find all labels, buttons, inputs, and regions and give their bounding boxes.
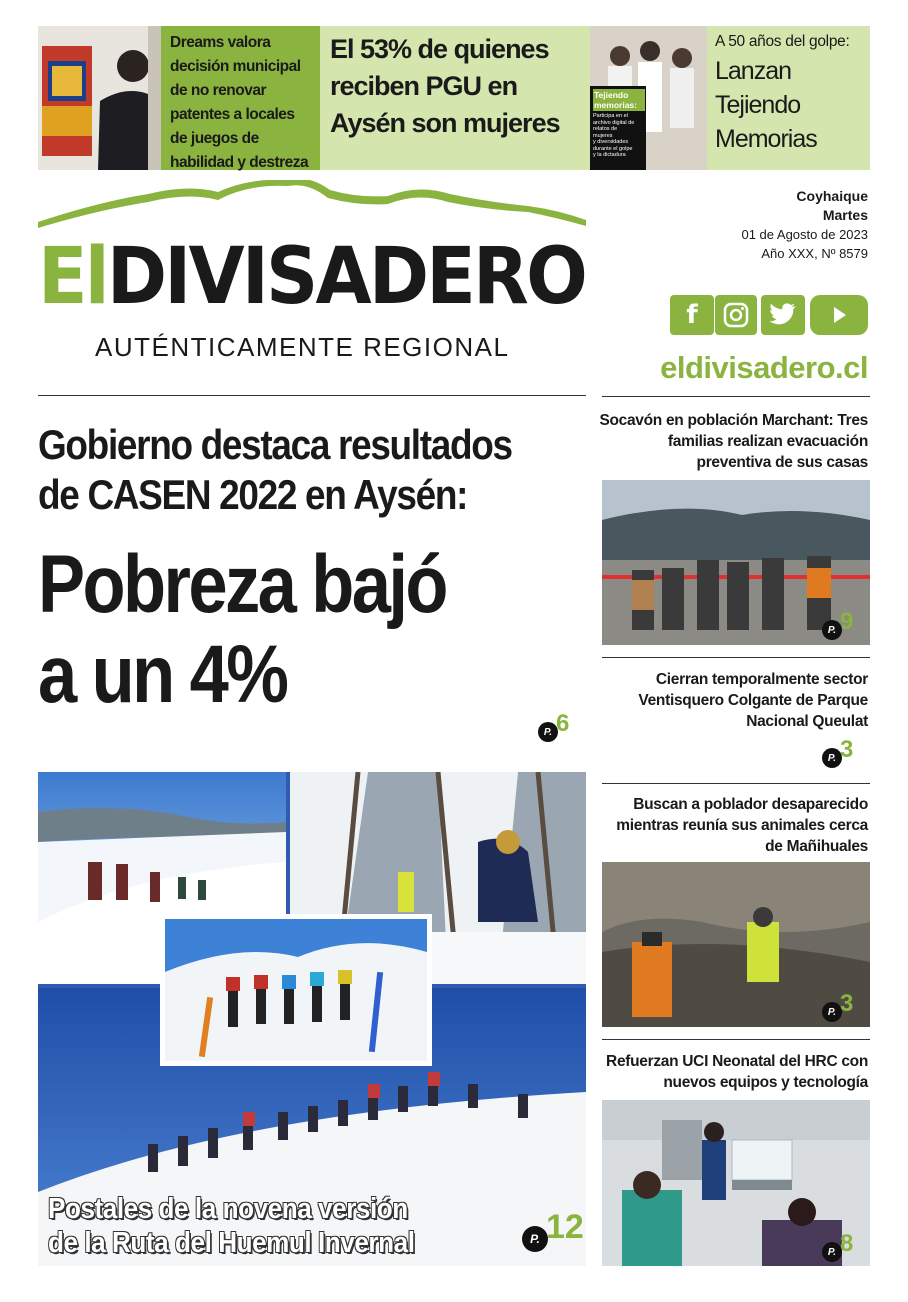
- memorias-image-line-4: mujeres: [593, 132, 613, 139]
- memorias-image-line-3: relatos de: [593, 126, 618, 132]
- sidebar-rule-top: [602, 396, 870, 397]
- side-story-4-page-badge: [822, 1232, 853, 1262]
- edition-city: Coyhaique: [796, 188, 868, 204]
- side-story-3-page: 3: [840, 990, 854, 1017]
- feature-caption[interactable]: [48, 1192, 414, 1260]
- promo-dreams[interactable]: [161, 26, 320, 170]
- promo-memorias-photo[interactable]: [590, 26, 707, 170]
- promo-memorias-title: Lanzan Tejiendo Memorias: [715, 57, 817, 153]
- masthead-logo[interactable]: [38, 232, 585, 322]
- side-story-1-page-badge: [822, 610, 853, 640]
- feature-caption-1: Postales de la novena versión: [48, 1193, 408, 1225]
- masthead-tagline: AUTÉNTICAMENTE REGIONAL: [95, 332, 510, 362]
- feature-page-number: 12: [546, 1208, 584, 1246]
- lead-big-1: Pobreza bajó: [38, 539, 446, 630]
- website-link[interactable]: eldivisadero.cl: [660, 350, 868, 385]
- side-story-2-title[interactable]: Cierran temporalmente sector Ventisquero Colgante de Parque Nacional Queulat: [638, 671, 868, 730]
- page-marker-icon: P.: [822, 1002, 842, 1022]
- memorias-image-line-7: y la dictadura: [593, 152, 626, 158]
- lead-page-badge: [538, 712, 569, 742]
- page-marker-icon: P.: [538, 722, 558, 742]
- promo-memorias-kicker: A 50 años del golpe:: [715, 33, 850, 50]
- promo-arcade-photo[interactable]: [38, 26, 161, 170]
- memorias-image-heading: Tejiendo memorias:: [593, 89, 645, 111]
- twitter-icon[interactable]: [761, 295, 805, 335]
- lead-headline-top[interactable]: [38, 420, 531, 520]
- logo-divisadero: DIVISADERO: [106, 232, 585, 322]
- edition-weekday: Martes: [822, 207, 868, 223]
- side-story-2-page: 3: [840, 736, 854, 763]
- promo-pgu-text: El 53% de quienes reciben PGU en Aysén son mujeres: [330, 34, 560, 138]
- memorias-image-line-1: Participa en el: [593, 113, 628, 119]
- sidebar-rule-1: [602, 657, 870, 658]
- edition-issue: Año XXX, Nº 8579: [761, 246, 868, 261]
- logo-el: El: [38, 232, 107, 322]
- side-story-1-title[interactable]: Socavón en población Marchant: Tres familias realizan evacuación preventiva de sus casas: [599, 412, 868, 471]
- memorias-image-line-5: y diversidades: [593, 139, 629, 145]
- page-marker-icon: P.: [822, 1242, 842, 1262]
- promo-pgu[interactable]: [320, 26, 590, 170]
- side-story-4-title[interactable]: Refuerzan UCI Neonatal del HRC con nuevos equipos y tecnología: [606, 1053, 868, 1091]
- side-story-3-title[interactable]: Buscan a poblador desaparecido mientras reunía sus animales cerca de Mañihuales: [616, 796, 868, 855]
- memorias-image-line-2: archivo digital de: [593, 119, 635, 126]
- lead-page-number: 6: [556, 710, 570, 737]
- feature-caption-2: de la Ruta del Huemul Invernal: [48, 1227, 415, 1259]
- side-story-3-page-badge: [822, 992, 853, 1022]
- page-marker-icon: P.: [822, 620, 842, 640]
- lead-headline-big[interactable]: [38, 540, 446, 720]
- side-story-1-page: 9: [840, 608, 854, 635]
- masthead-rule: [38, 395, 586, 396]
- page-marker-icon: P.: [522, 1226, 548, 1252]
- lead-line-1: Gobierno destaca resultados: [38, 421, 512, 468]
- facebook-icon[interactable]: f: [670, 295, 714, 335]
- memorias-image-line-6: durante el golpe: [593, 145, 633, 152]
- feature-page-badge: [522, 1210, 584, 1252]
- edition-date: 01 de Agosto de 2023: [741, 227, 868, 242]
- youtube-icon[interactable]: [810, 295, 868, 335]
- promo-dreams-text: Dreams valora decisión municipal de no renovar patentes a locales de juegos de habilidad y destreza: [170, 34, 309, 171]
- side-story-4-page: 8: [840, 1230, 854, 1257]
- edition-info: [741, 187, 868, 263]
- lead-line-2: de CASEN 2022 en Aysén:: [38, 471, 468, 518]
- sidebar-rule-3: [602, 1039, 870, 1040]
- promo-memorias[interactable]: [707, 26, 870, 170]
- sidebar-rule-2: [602, 783, 870, 784]
- side-story-2-page-badge: [822, 738, 853, 768]
- page-marker-icon: P.: [822, 748, 842, 768]
- lead-big-2: a un 4%: [38, 629, 287, 720]
- instagram-icon[interactable]: [715, 295, 757, 335]
